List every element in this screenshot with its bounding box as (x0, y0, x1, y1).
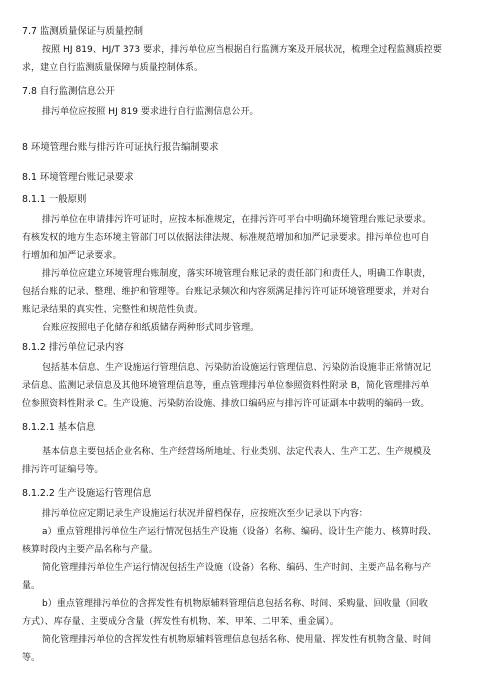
paragraph-line: 有核发权的地方生态环境主管部门可以依据法律法规、标准规范增加和加严记录要求。排污单位也可自 (22, 233, 430, 243)
section-heading-8-1-2-1: 8.1.2.1 基本信息 (22, 422, 96, 433)
paragraph-line: 核算时段内主要产品名称与产量。 (22, 545, 158, 555)
paragraph-line: 求，建立自行监测质量保障与质量控制体系。 (22, 63, 204, 73)
paragraph-line: 台账应按照电子化储存和纸质储存两种形式同步管理。 (42, 323, 260, 333)
section-heading-8-1: 8.1 环境管理台账记录要求 (22, 172, 134, 183)
list-item-b: b）重点管理排污单位的含挥发性有机物原辅料管理信息包括名称、时间、采购量、回收量（回收 (42, 599, 428, 609)
section-heading-7-8: 7.8 自行监测信息公开 (22, 86, 115, 97)
paragraph-line: 排污单位应定期记录生产设施运行状况并留档保存，应按班次至少记录以下内容： (42, 509, 368, 519)
paragraph-line: 账记录结果的真实性、完整性和规范性负责。 (22, 305, 204, 315)
paragraph-line: 位参照资料性附录 C。生产设施、污染防治设施、排放口编码应与排污许可证副本中载明的编码一致。 (22, 399, 430, 409)
section-heading-8-1-1: 8.1.1 一般原则 (22, 194, 87, 205)
paragraph-line: 量。 (22, 581, 41, 591)
paragraph-line: 排污单位在申请排污许可证时，应按本标准规定，在排污许可平台中明确环境管理台账记录要求。 (42, 215, 432, 225)
paragraph-line: 简化管理排污单位生产运行情况包括生产设施（设备）名称、编码、生产时间、主要产品名称与产 (42, 563, 432, 573)
paragraph-line: 录信息、监测记录信息及其他环境管理信息等，重点管理排污单位参照资料性附录 B，简化管理排污单 (22, 381, 430, 391)
list-item-a: a）重点管理排污单位生产运行情况包括生产设施（设备）名称、编码、设计生产能力、核算时段、 (42, 527, 437, 537)
paragraph-line: 方式）、库存量、主要成分含量（挥发性有机物、苯、甲苯、二甲苯、重金属）。 (22, 617, 339, 627)
paragraph-line: 包括基本信息、生产设施运行管理信息、污染防治设施运行管理信息、污染防治设施非正常情况记 (42, 363, 432, 373)
paragraph-line: 排污单位应按照 HJ 819 要求进行自行监测信息公开。 (42, 107, 259, 117)
section-heading-8: 8 环境管理台账与排污许可证执行报告编制要求 (22, 142, 219, 153)
section-heading-8-1-2: 8.1.2 排污单位记录内容 (22, 342, 124, 353)
section-heading-8-1-2-2: 8.1.2.2 生产设施运行管理信息 (22, 488, 152, 499)
paragraph-line: 基本信息主要包括企业名称、生产经营场所地址、行业类别、法定代表人、生产工艺、生产规模及 (42, 447, 432, 457)
paragraph-line: 包括台账的记录、整理、维护和管理等。台账记录频次和内容须满足排污许可证环境管理要求，并对台 (22, 287, 430, 297)
paragraph-line: 等。 (22, 653, 41, 663)
paragraph-line: 行增加和加严记录要求。 (22, 251, 122, 261)
paragraph-line: 简化管理排污单位的含挥发性有机物原辅料管理信息包括名称、使用量、挥发性有机物含量、时间 (42, 635, 432, 645)
paragraph-line: 排污许可证编号等。 (22, 465, 104, 475)
paragraph-line: 排污单位应建立环境管理台账制度，落实环境管理台账记录的责任部门和责任人，明确工作职责， (42, 269, 432, 279)
section-heading-7-7: 7.7 监测质量保证与质量控制 (22, 26, 144, 37)
paragraph-line: 按照 HJ 819、HJ/T 373 要求，排污单位应当根据自行监测方案及开展状况，梳理全过程监测质控要 (42, 45, 442, 55)
